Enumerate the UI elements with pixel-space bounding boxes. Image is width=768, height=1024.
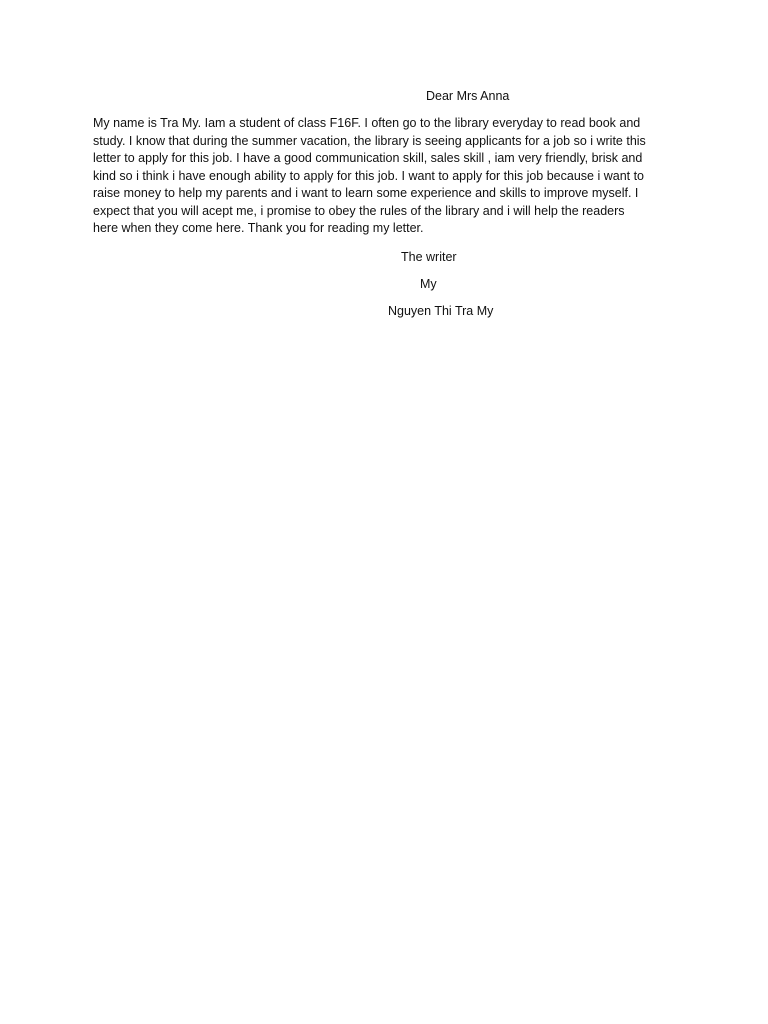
- letter-body-line: here when they come here. Thank you for reading my letter.: [93, 221, 424, 235]
- letter-body-line: raise money to help my parents and i want to learn some experience and skills to improve myself. I: [93, 186, 639, 200]
- letter-body-line: kind so i think i have enough ability to apply for this job. I want to apply for this job because i want to: [93, 168, 645, 183]
- letter-greeting: Dear Mrs Anna: [426, 89, 510, 103]
- letter-body: [93, 115, 681, 238]
- letter-body-line: expect that you will acept me, i promise to obey the rules of the library and i will help the readers: [93, 203, 625, 218]
- letter-body-line: study. I know that during the summer vacation, the library is seeing applicants for a job so i write this: [93, 133, 646, 148]
- letter-body-line: letter to apply for this job. I have a good communication skill, sales skill , iam very friendly, brisk and: [93, 151, 643, 165]
- letter-body-line: My name is Tra My. Iam a student of class F16F. I often go to the library everyday to read book and: [93, 116, 641, 130]
- closing-my: My: [420, 277, 437, 291]
- signature-name: Nguyen Thi Tra My: [388, 304, 494, 318]
- closing-the-writer: The writer: [401, 250, 457, 264]
